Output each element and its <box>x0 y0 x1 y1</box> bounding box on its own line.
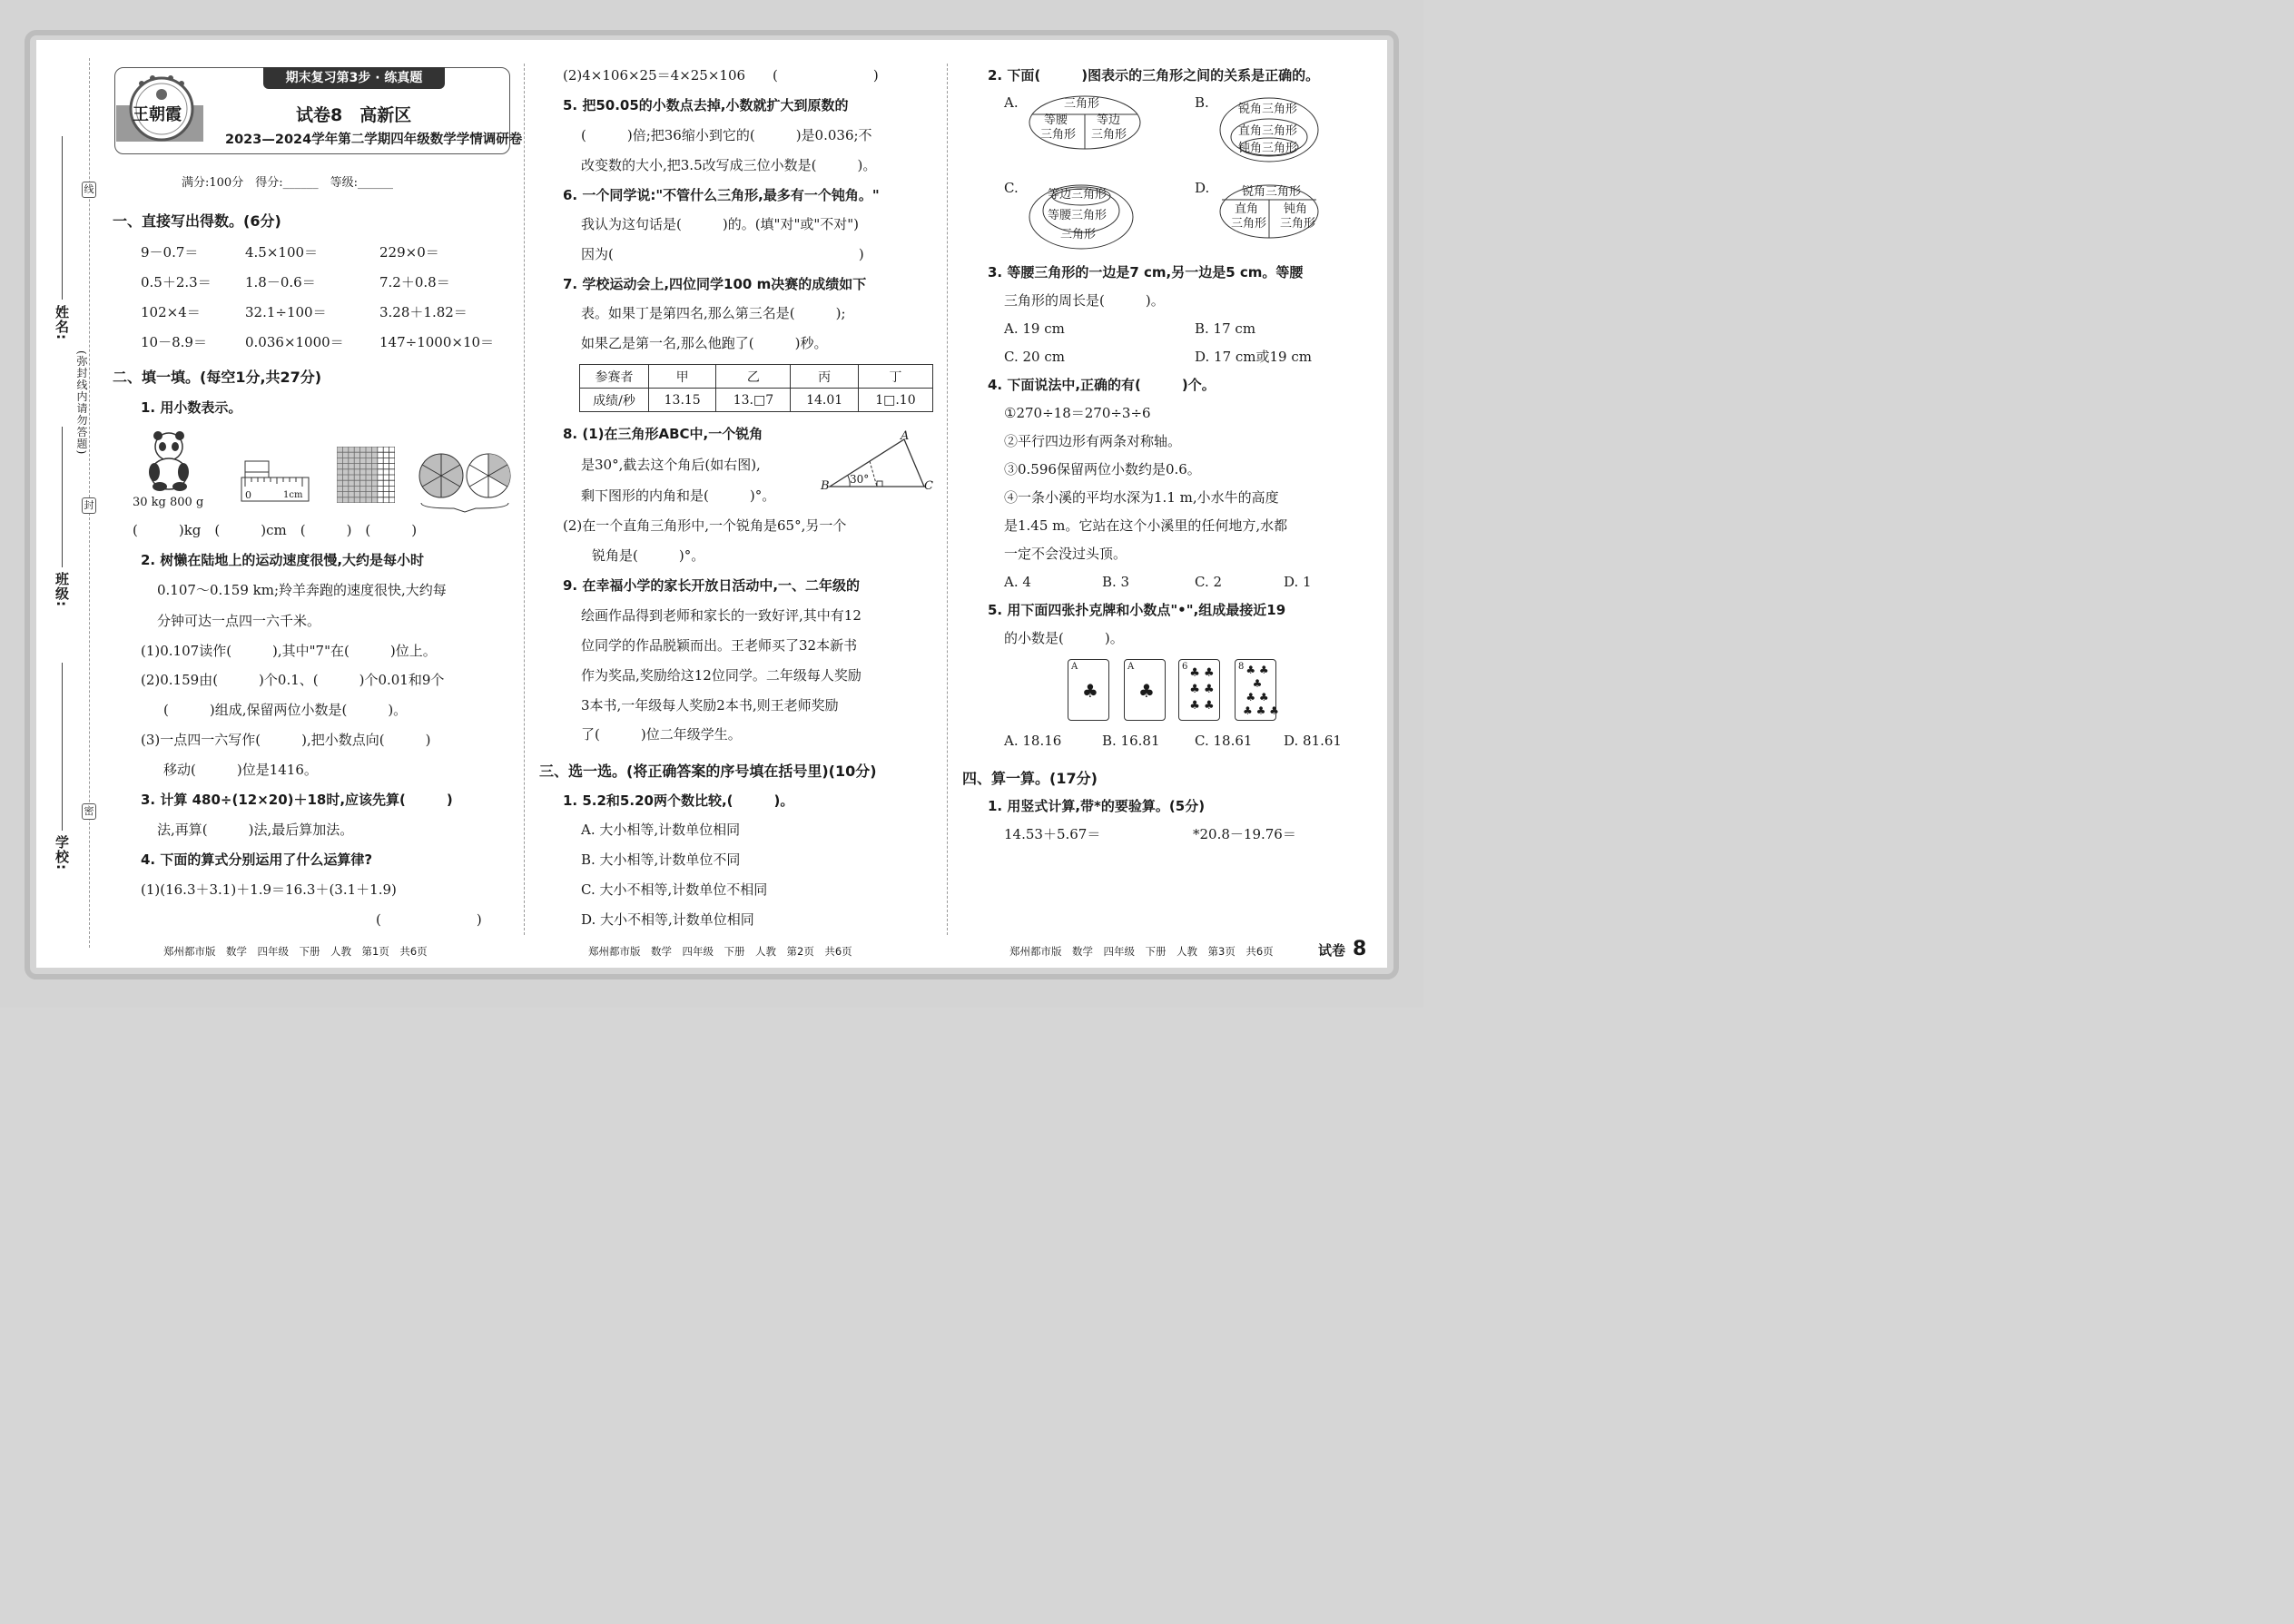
option-c[interactable]: C. 大小不相等,计数单位不相同 <box>581 881 768 898</box>
card-rank: 8 <box>1238 662 1245 672</box>
question-text: 5. 把50.05的小数点去掉,小数就扩大到原数的 <box>563 97 849 113</box>
question-text: 法,再算( )法,最后算加法。 <box>157 822 354 838</box>
option-c[interactable]: C. <box>1004 180 1019 196</box>
paper-title: 试卷8 高新区 <box>296 105 412 125</box>
class-field[interactable] <box>62 427 63 567</box>
calc-item: 0.5＋2.3＝ <box>141 274 212 290</box>
diagram-label: 直角 <box>1235 202 1259 216</box>
panda-weight-label: 30 kg 800 g <box>133 496 204 509</box>
name-field[interactable] <box>62 136 63 300</box>
section-1-title: 一、直接写出得数。(6分) <box>113 212 281 230</box>
question-3-4 <box>988 379 1216 392</box>
option-d[interactable]: D. 17 cm或19 cm <box>1195 349 1312 365</box>
school-field[interactable] <box>62 663 63 831</box>
question-text: 2. 树懒在陆地上的运动速度很慢,大约是每小时 <box>141 552 425 568</box>
question-text: 因为( ) <box>581 246 864 262</box>
statement: ②平行四边形有两条对称轴。 <box>1004 433 1182 449</box>
question-2-6 <box>563 189 880 202</box>
diagram-label: 等边三角形 <box>1048 188 1108 202</box>
diagram-label: 钝角 <box>1284 202 1308 216</box>
table-cell: 13.□7 <box>716 389 791 412</box>
question-text: 改变数的大小,把3.5改写成三位小数是( )。 <box>581 157 877 173</box>
paper-subtitle: 2023—2024学年第二学期四年级数学学情调研卷 <box>225 133 523 147</box>
calc-item: 4.5×100＝ <box>245 244 319 261</box>
diagram-label: 等边 <box>1097 113 1121 127</box>
option-c[interactable]: C. 20 cm <box>1004 349 1065 365</box>
hundred-grid <box>337 447 395 503</box>
option-a[interactable]: A. <box>1004 94 1019 111</box>
card-rank: A <box>1071 662 1078 672</box>
question-text: 我认为这句话是( )的。(填"对"或"不对") <box>581 216 860 232</box>
diagram-label: 锐角三角形 <box>1242 185 1302 199</box>
option-d[interactable]: D. 1 <box>1284 574 1312 590</box>
section-3-title: 三、选一选。(将正确答案的序号填在括号里)(10分) <box>539 763 877 780</box>
question-text: 6. 一个同学说:"不管什么三角形,最多有一个钝角。" <box>563 187 880 203</box>
club-icon: ♣ <box>1082 680 1098 702</box>
question-4-1 <box>988 800 1205 813</box>
question-3-5 <box>988 604 1285 617</box>
table-row <box>580 389 933 412</box>
option-a[interactable]: A. 18.16 <box>1004 733 1062 749</box>
question-text: 9. 在幸福小学的家长开放日活动中,一、二年级的 <box>563 577 861 594</box>
calc-item: 10－8.9＝ <box>141 334 207 350</box>
question-text: 4. 下面说法中,正确的有( )个。 <box>988 377 1216 393</box>
question-text: (1)(16.3＋3.1)＋1.9＝16.3＋(3.1＋1.9) <box>141 881 397 898</box>
playing-card-ace-clubs <box>1124 659 1166 721</box>
question-text: 5. 用下面四张扑克牌和小数点"•",组成最接近19 <box>988 602 1286 618</box>
calc-item: 1.8－0.6＝ <box>245 274 316 290</box>
question-text: 3. 等腰三角形的一边是7 cm,另一边是5 cm。等腰 <box>988 264 1304 281</box>
calc-item: 102×4＝ <box>141 304 201 320</box>
diagram-label: 等腰 <box>1044 113 1068 127</box>
vertex-a-label: A <box>901 429 910 443</box>
footer-page-3: 郑州都市版 数学 四年级 下册 人教 第3页 共6页 <box>1009 945 1274 958</box>
question-text: 三角形的周长是( )。 <box>1004 292 1165 309</box>
question-text: 剩下图形的内角和是( )°。 <box>581 487 776 504</box>
name-label: 姓名: <box>54 305 70 340</box>
question-text: 1. 用竖式计算,带*的要验算。(5分) <box>988 798 1206 814</box>
question-text: 1. 用小数表示。 <box>141 399 242 416</box>
question-2-9 <box>563 579 860 593</box>
calc-item: 14.53＋5.67＝ <box>1004 826 1101 842</box>
diagram-label: 三角形 <box>1064 97 1100 111</box>
statement: ①270÷18＝270÷3÷6 <box>1004 405 1151 421</box>
class-label: 班级: <box>54 572 70 607</box>
question-text: (1)0.107读作( ),其中"7"在( )位上。 <box>141 643 437 659</box>
question-text: 分钟可达一点四一六千米。 <box>157 613 321 629</box>
club-icon: ♣ ♣ ♣ ♣ ♣ ♣ ♣ ♣ <box>1243 664 1279 717</box>
question-text: 作为奖品,奖励给这12位同学。二年级每人奖励 <box>581 667 861 684</box>
question-text: 如果乙是第一名,那么他跑了( )秒。 <box>581 335 828 351</box>
question-text: 位同学的作品脱颖而出。王老师买了32本新书 <box>581 637 858 654</box>
question-2-1 <box>141 401 241 415</box>
statement: ④一条小溪的平均水深为1.1 m,小水牛的高度 <box>1004 489 1279 506</box>
playing-card-eight-clubs <box>1235 659 1279 721</box>
option-b[interactable]: B. 大小相等,计数单位不同 <box>581 851 741 868</box>
paper-number-label: 试卷 <box>1318 942 1346 959</box>
question-text: (2)在一个直角三角形中,一个锐角是65°,另一个 <box>563 517 847 534</box>
club-icon: ♣ ♣ ♣ ♣ ♣ ♣ <box>1189 666 1215 713</box>
calc-item: 229×0＝ <box>379 244 439 261</box>
question-text: 了( )位二年级学生。 <box>581 726 742 743</box>
option-a[interactable]: A. 大小相等,计数单位相同 <box>581 822 741 838</box>
section-2-title: 二、填一填。(每空1分,共27分) <box>113 369 322 386</box>
question-2-3 <box>141 793 453 807</box>
diagram-label: 锐角三角形 <box>1238 103 1298 116</box>
question-text: 移动( )位是1416。 <box>163 762 318 778</box>
calc-item: *20.8－19.76＝ <box>1193 826 1296 842</box>
question-2-7 <box>563 278 866 291</box>
panda-illustration <box>143 428 198 492</box>
table-cell: 1□.10 <box>858 389 932 412</box>
table-cell: 丙 <box>791 365 858 389</box>
question-text: 1. 5.2和5.20两个数比较,( )。 <box>563 792 794 809</box>
column-divider-1 <box>524 64 525 935</box>
option-b[interactable]: B. 16.81 <box>1102 733 1160 749</box>
fraction-circles <box>418 450 514 514</box>
calc-item: 0.036×1000＝ <box>245 334 344 350</box>
score-line: 满分:100分 得分:______ 等级:______ <box>182 176 393 190</box>
option-b[interactable]: B. <box>1195 94 1209 111</box>
angle-label: 30° <box>850 473 870 486</box>
playing-card-six-clubs <box>1178 659 1220 721</box>
question-text: 7. 学校运动会上,四位同学100 m决赛的成绩如下 <box>563 276 867 292</box>
diagram-label: 等腰三角形 <box>1048 209 1108 222</box>
statement: 是1.45 m。它站在这个小溪里的任何地方,水都 <box>1004 517 1288 534</box>
question-2-5 <box>563 99 849 113</box>
club-icon: ♣ <box>1138 680 1155 702</box>
question-text: 绘画作品得到老师和家长的一致好评,其中有12 <box>581 607 861 624</box>
question-2-2 <box>141 554 424 567</box>
playing-card-ace-clubs <box>1068 659 1109 721</box>
answer-blank[interactable]: ( ) <box>376 911 482 928</box>
question-text: 0.107～0.159 km;羚羊奔跑的速度很快,大约每 <box>157 582 447 598</box>
ruler-zero: 0 <box>245 489 251 501</box>
binding-mark-2: 封 <box>82 497 96 514</box>
question-text: ( )倍;把36缩小到它的( )是0.036;不 <box>581 127 872 143</box>
option-d[interactable]: D. 81.61 <box>1284 733 1342 749</box>
question-text: (3)一点四一六写作( ),把小数点向( ) <box>141 732 431 748</box>
school-label: 学校: <box>54 835 70 871</box>
binding-mark-1: 线 <box>82 182 96 198</box>
statement: 一定不会没过头顶。 <box>1004 546 1127 562</box>
footer-page-2: 郑州都市版 数学 四年级 下册 人教 第2页 共6页 <box>588 945 852 958</box>
vertex-c-label: C <box>924 479 933 493</box>
question-3-1 <box>563 794 793 808</box>
table-cell: 成绩/秒 <box>580 389 649 412</box>
calc-item: 3.28＋1.82＝ <box>379 304 468 320</box>
question-text: 3本书,一年级每人奖励2本书,则王老师奖励 <box>581 697 839 714</box>
question-3-3 <box>988 266 1303 280</box>
card-rank: A <box>1127 662 1135 672</box>
calc-item: 147÷1000×10＝ <box>379 334 495 350</box>
section-4-title: 四、算一算。(17分) <box>962 770 1098 787</box>
table-cell: 甲 <box>649 365 716 389</box>
logo-text: 王朝霞 <box>133 105 182 124</box>
question-text: 的小数是( )。 <box>1004 630 1124 646</box>
option-c[interactable]: C. 2 <box>1195 574 1223 590</box>
race-results-table <box>579 364 933 412</box>
footer-page-1: 郑州都市版 数学 四年级 下册 人教 第1页 共6页 <box>163 945 428 958</box>
table-header-row <box>580 365 933 389</box>
question-text: 表。如果丁是第四名,那么第三名是( ); <box>581 305 846 321</box>
question-text: 3. 计算 480÷(12×20)＋18时,应该先算( ) <box>141 792 453 808</box>
diagram-label: 三角形 <box>1040 128 1077 142</box>
paper-number: 8 <box>1353 938 1367 960</box>
option-a[interactable]: A. 4 <box>1004 574 1031 590</box>
diagram-label: 三角形 <box>1280 217 1316 231</box>
option-b[interactable]: B. 3 <box>1102 574 1130 590</box>
vertex-b-label: B <box>821 479 830 493</box>
triangle-abc-figure <box>817 427 940 499</box>
step-banner: 期末复习第3步 · 练真题 <box>263 67 445 89</box>
question-text: 锐角是( )°。 <box>592 547 705 564</box>
calc-item: 32.1÷100＝ <box>245 304 327 320</box>
table-cell: 13.15 <box>649 389 716 412</box>
option-a[interactable]: A. 19 cm <box>1004 320 1065 337</box>
calc-item: 7.2＋0.8＝ <box>379 274 450 290</box>
option-d[interactable]: D. <box>1195 180 1210 196</box>
diagram-label: 钝角三角形 <box>1238 142 1298 155</box>
table-cell: 14.01 <box>791 389 858 412</box>
card-rank: 6 <box>1182 662 1188 672</box>
answer-blanks-row[interactable]: ( )kg ( )cm ( ) ( ) <box>133 522 418 538</box>
question-2-4 <box>141 853 372 867</box>
question-2-8 <box>563 428 763 441</box>
column-divider-2 <box>947 64 948 935</box>
diagram-label: 直角三角形 <box>1238 124 1298 138</box>
question-3-2 <box>988 69 1319 83</box>
binding-mark-3: 密 <box>82 803 96 820</box>
table-cell: 参赛者 <box>580 365 649 389</box>
table-cell: 乙 <box>716 365 791 389</box>
option-c[interactable]: C. 18.61 <box>1195 733 1253 749</box>
question-text: 4. 下面的算式分别运用了什么运算律? <box>141 851 373 868</box>
option-b[interactable]: B. 17 cm <box>1195 320 1256 337</box>
diagram-label: 三角形 <box>1060 228 1097 241</box>
option-d[interactable]: D. 大小不相等,计数单位相同 <box>581 911 754 928</box>
question-text: ( )组成,保留两位小数是( )。 <box>163 702 408 718</box>
question-text: (2)0.159由( )个0.1、( )个0.01和9个 <box>141 672 445 688</box>
table-cell: 丁 <box>858 365 932 389</box>
question-text: 8. (1)在三角形ABC中,一个锐角 <box>563 426 763 442</box>
question-text: (2)4×106×25＝4×25×106 ( ) <box>563 67 879 84</box>
diagram-label: 三角形 <box>1091 128 1127 142</box>
question-text: 是30°,截去这个角后(如右图), <box>581 457 761 473</box>
statement: ③0.596保留两位小数约是0.6。 <box>1004 461 1201 477</box>
diagram-label: 三角形 <box>1231 217 1267 231</box>
question-text: 2. 下面( )图表示的三角形之间的关系是正确的。 <box>988 67 1320 84</box>
calc-item: 9－0.7＝ <box>141 244 199 261</box>
ruler-unit: 1cm <box>283 490 303 500</box>
binding-note: (弥封线内请勿答题) <box>75 350 88 456</box>
